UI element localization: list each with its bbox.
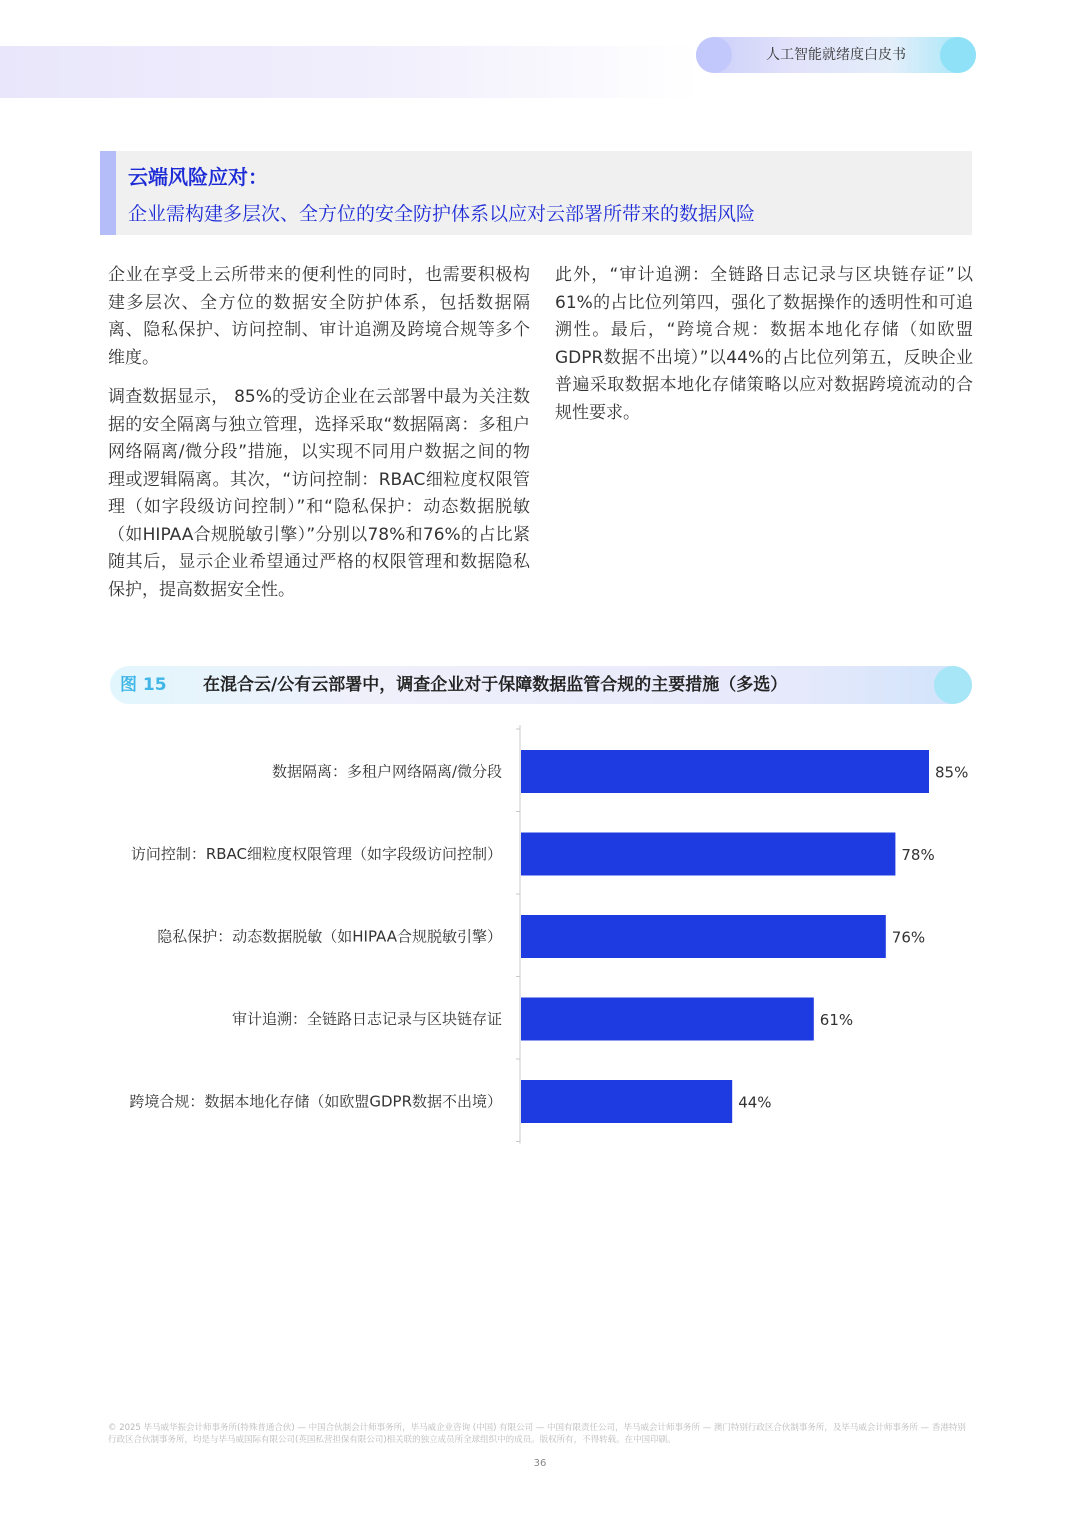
body-column-left — [108, 262, 530, 616]
body-paragraph: 企业在享受上云所带来的便利性的同时，也需要积极构建多层次、全方位的数据安全防护体系，包括数据隔离、隐私保护、访问控制、审计追溯及跨境合规等多个维度。 — [108, 265, 530, 368]
document-title: 人工智能就绪度白皮书 — [766, 47, 906, 63]
figure-label: 图 15 — [120, 675, 167, 695]
section-heading: 云端风险应对： — [128, 165, 268, 189]
category-label: 审计追溯：全链路日志记录与区块链存证 — [231, 1010, 502, 1028]
body-paragraph: 调查数据显示， 85%的受访企业在云部署中最为关注数据的安全隔离与独立管理，选择采取“数据隔离：多租户网络隔离/微分段”措施，以实现不同用户数据之间的物理或逻辑隔离。其次，“访问控制：RBAC细粒度权限管理（如字段级访问控制）”和“隐私保护：动态数据脱敏（如HIPAA合规脱敏引擎）”分别以78%和76%的占比紧随其后，显示企业希望通过严格的权限管理和数据隐私保护，提高数据安全性。 — [108, 387, 530, 600]
value-label: 44% — [738, 1093, 772, 1112]
bar-3 — [521, 915, 886, 958]
page-number: 36 — [533, 1458, 547, 1469]
section-callout — [100, 151, 972, 235]
body-column-right — [555, 262, 973, 439]
header-dot-left — [696, 37, 732, 73]
header-pill — [696, 37, 976, 73]
header-dot-right — [940, 37, 976, 73]
category-label: 数据隔离：多租户网络隔离/微分段 — [271, 762, 502, 781]
bar-1 — [521, 750, 929, 793]
category-label: 跨境合规：数据本地化存储（如欧盟GDPR数据不出境） — [129, 1092, 502, 1111]
header-band — [0, 46, 700, 98]
bar-5 — [521, 1080, 732, 1123]
bar-4 — [521, 998, 814, 1041]
category-label: 隐私保护：动态数据脱敏（如HIPAA合规脱敏引擎） — [157, 927, 502, 946]
bar-chart — [100, 725, 980, 1145]
value-label: 78% — [901, 846, 935, 864]
bar-2 — [521, 833, 895, 876]
body-paragraph: 此外，“审计追溯：全链路日志记录与区块链存证”以61%的占比位列第四，强化了数据操作的透明性和可追溯性。最后，“跨境合规：数据本地化存储（如欧盟GDPR数据不出境）”以44%的占比位列第五，反映企业普遍采取数据本地化存储策略以应对数据跨境流动的合规性要求。 — [555, 265, 973, 423]
figure-bar-dot — [934, 666, 972, 704]
value-label: 76% — [891, 928, 926, 947]
copyright-note: © 2025 毕马威华振会计师事务所(特殊普通合伙) — 中国合伙制会计师事务所，毕马威企业咨询 (中国) 有限公司 — 中国有限责任公司，毕马威会计师事务所 — 澳门特别行政区合伙制事务所，及毕马威会计师事务所 — 香港特别行政区合伙制事务所，均是与毕马威国际有限公司(英国私营担保有限公司)相关联的独立成员所全球组织中的成员。版权所有，不得转载。在中国印刷。 — [108, 1423, 966, 1445]
value-label: 61% — [819, 1011, 854, 1029]
value-label: 85% — [935, 763, 969, 782]
category-label: 访问控制：RBAC细粒度权限管理（如字段级访问控制） — [130, 845, 502, 863]
figure-title-bar — [110, 666, 972, 704]
figure-title: 在混合云/公有云部署中，调查企业对于保障数据监管合规的主要措施（多选） — [203, 675, 788, 695]
section-subtitle: 企业需构建多层次、全方位的安全防护体系以应对云部署所带来的数据风险 — [128, 203, 756, 225]
